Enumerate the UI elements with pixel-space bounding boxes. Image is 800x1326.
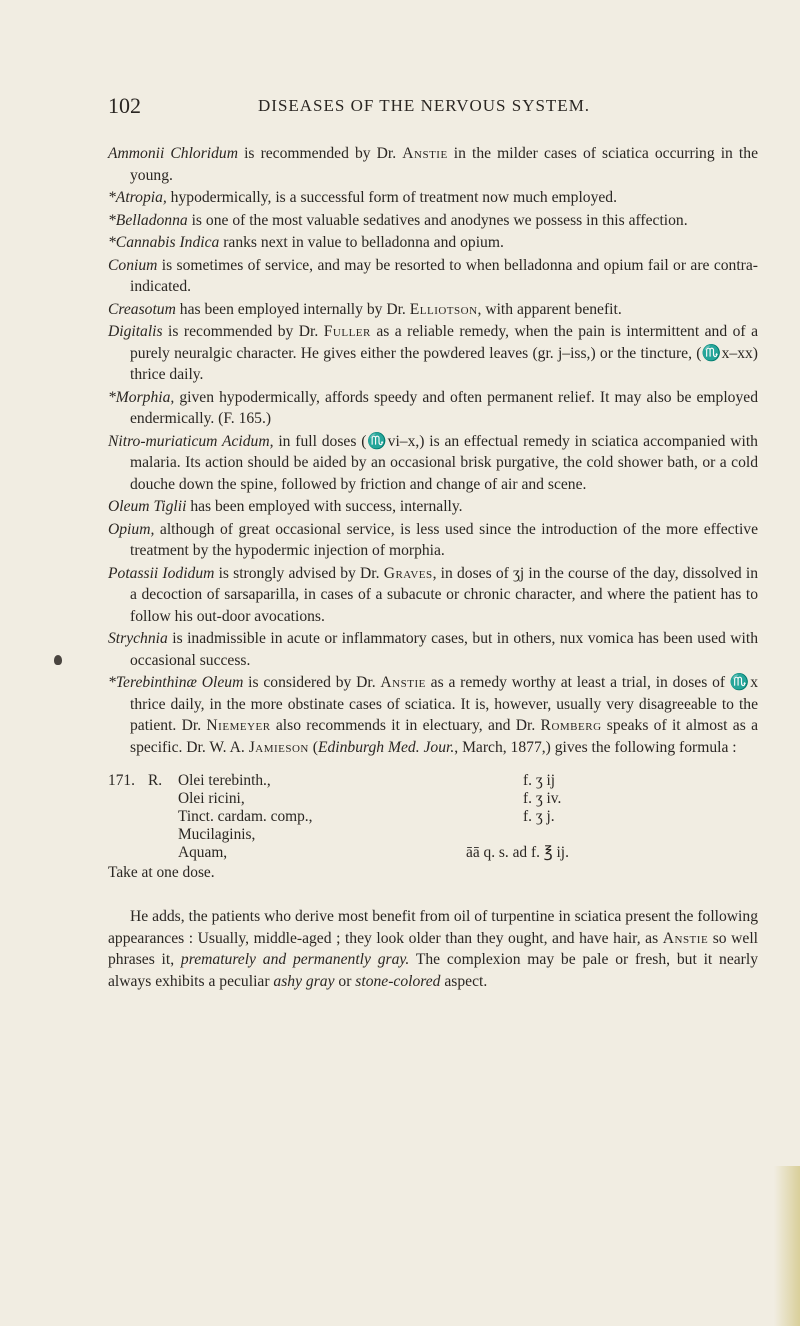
body-text xyxy=(108,143,758,992)
page-number: 102 xyxy=(108,93,141,118)
remedy-entry: Strychnia is inadmissible in acute or inflammatory cases, but in others, nux vomica has been used with occasional success. xyxy=(108,630,758,669)
running-header xyxy=(108,93,758,123)
remedy-entry: Creasotum has been employed internally by Dr. Elliotson, with apparent benefit. xyxy=(108,300,622,318)
margin-ink-mark xyxy=(54,655,62,665)
formula-quantity: f. ʒ iv. xyxy=(523,790,562,807)
remedy-entry: *Atropia, hypodermically, is a successful form of treatment now much employed. xyxy=(108,189,617,206)
page-edge-stain xyxy=(774,1166,800,1326)
formula-ingredient: Olei terebinth., xyxy=(178,772,271,789)
remedy-entry: *Cannabis Indica ranks next in value to belladonna and opium. xyxy=(108,234,504,251)
formula-ingredient: Mucilaginis, xyxy=(178,826,256,843)
formula-instruction: Take at one dose. xyxy=(108,864,215,881)
formula-ingredient: Aquam, xyxy=(178,844,228,861)
running-title: DISEASES OF THE NERVOUS SYSTEM. xyxy=(258,96,591,115)
remedy-entry: *Morphia, given hypodermically, affords speedy and often permanent relief. It may also be employed endermically. (F. 165.) xyxy=(108,388,758,427)
remedy-entry: Ammonii Chloridum is recommended by Dr. Anstie in the milder cases of sciatica occurring in the young. xyxy=(108,145,758,184)
formula-quantity: āā q. s. ad f. ℥ ij. xyxy=(466,844,569,861)
formula-ingredient: Olei ricini, xyxy=(178,790,245,807)
remedy-entry: Nitro-muriaticum Acidum, in full doses (♏vi–x,) is an effectual remedy in sciatica accompanied with malaria. Its action should be aided by an occasional brisk purgative, the cold shower bath, or a cold douche down the spine, followed by friction and change of air and scene. xyxy=(108,432,758,493)
closing-paragraph: He adds, the patients who derive most benefit from oil of turpentine in sciatica present the following appearances : Usually, middle-aged ; they look older than they ought, and have hair, as Anstie so well phrases it, prematurely and permanently gray. The complexion may be pale or fresh, but it nearly always exhibits a peculiar ashy gray or stone-colored aspect. xyxy=(108,908,758,990)
remedy-entry: Potassii Iodidum is strongly advised by Dr. Graves, in doses of ʒj in the course of the day, dissolved in a decoction of sarsaparilla, in cases of a subacute or chronic character, and where the patient has to follow his out-door avocations. xyxy=(108,564,758,625)
prescription-formula xyxy=(108,772,758,882)
recipe-symbol: R. xyxy=(148,772,163,789)
remedy-entry: *Belladonna is one of the most valuable sedatives and anodynes we possess in this affection. xyxy=(108,211,688,229)
formula-number: 171. xyxy=(108,772,135,789)
remedy-entry: Conium is sometimes of service, and may be resorted to when belladonna and opium fail or are contra-indicated. xyxy=(108,256,758,295)
remedy-entry: Opium, although of great occasional service, is less used since the introduction of the more effective treatment by the hypodermic injection of morphia. xyxy=(108,520,758,559)
formula-quantity: f. ʒ j. xyxy=(523,808,555,825)
remedy-entry: Digitalis is recommended by Dr. Fuller as a reliable remedy, when the pain is intermittent and of a purely neuralgic character. He gives either the powdered leaves (gr. j–iss,) or the tincture, (♏x–xx) thrice daily. xyxy=(108,323,758,383)
remedy-entry: Oleum Tiglii has been employed with success, internally. xyxy=(108,498,463,515)
formula-ingredient: Tinct. cardam. comp., xyxy=(178,808,313,825)
formula-quantity: f. ʒ ij xyxy=(523,772,556,789)
remedy-entry-terebinth: *Terebinthinæ Oleum is considered by Dr. Anstie as a remedy worthy at least a trial, in doses of ♏x thrice daily, in the more obstinate cases of sciatica. It is, however, usually very disagreeable to the patient. Dr. Niemeyer also recommends it in electuary, and Dr. Romberg speaks of it almost as a specific. Dr. W. A. Jamieson (Edinburgh Med. Jour., March, 1877,) gives the following formula : xyxy=(108,674,758,756)
